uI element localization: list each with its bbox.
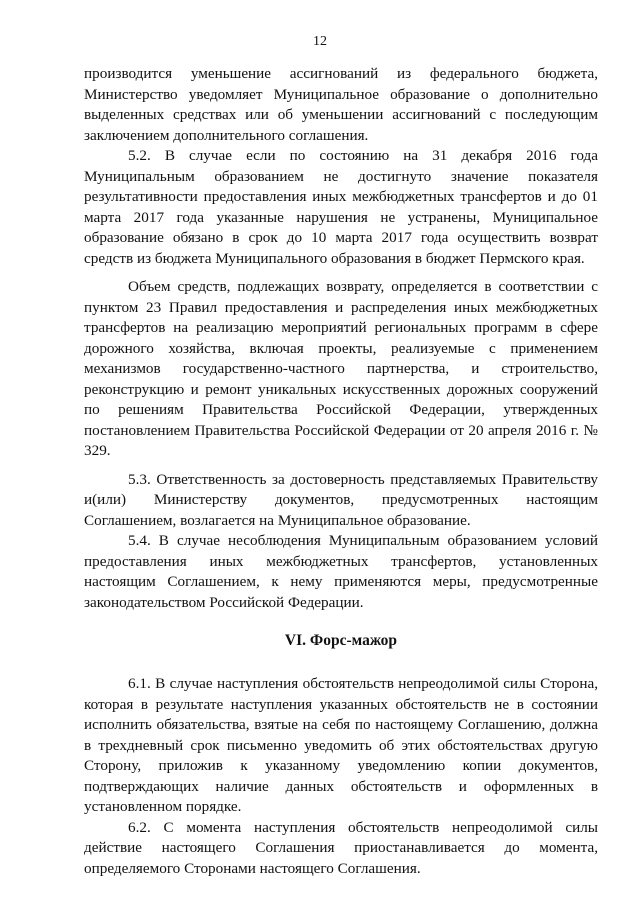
paragraph-5-2: 5.2. В случае если по состоянию на 31 декабря 2016 года Муниципальным образованием не достигнуто значение показателя результативности предоставления иных межбюджетных трансфертов и до 01 марта 2017 года указанные нарушения не устранены, Муниципальное образование обязано в срок до 10 марта 2017 года осуществить возврат средств из бюджета Муниципального образования в бюджет Пермского края. bbox=[84, 147, 598, 267]
paragraph-gap bbox=[84, 462, 598, 470]
document-body bbox=[84, 64, 598, 879]
paragraph-refund-volume: Объем средств, подлежащих возврату, определяется в соответствии с пунктом 23 Правил предоставления и распределения иных межбюджетных трансфертов на реализацию мероприятий региональных программ в сфере дорожного хозяйства, включая проекты, реализуемые с применением механизмов государственно-частного партнерства, и строительство, реконструкцию и ремонт уникальных искусственных дорожных сооружений по решениям Правительства Российской Федерации, утвержденных постановлением Правительства Российской Федерации от 20 апреля 2016 г. № 329. bbox=[84, 278, 598, 459]
section-title: VI. Форс-мажор bbox=[284, 632, 398, 649]
paragraph-continuation: производится уменьшение ассигнований из федерального бюджета, Министерство уведомляет Муниципальное образование о дополнительно выделенных средствах или об уменьшении ассигнований с последующим заключением дополнительного соглашения. bbox=[84, 65, 598, 144]
paragraph-5-4: 5.4. В случае несоблюдения Муниципальным образованием условий предоставления иных межбюджетных трансфертов, установленных настоящим Соглашением, к нему применяются меры, предусмотренные законодательством Российской Федерации. bbox=[84, 532, 598, 611]
paragraph-5-3: 5.3. Ответственность за достоверность представляемых Правительству и(или) Министерству документов, предусмотренных настоящим Соглашением, возлагается на Муниципальное образование. bbox=[84, 470, 598, 529]
paragraph-6-2: 6.2. С момента наступления обстоятельств непреодолимой силы действие настоящего Соглашения приостанавливается до момента, определяемого Сторонами настоящего Соглашения. bbox=[84, 818, 598, 877]
paragraph-gap bbox=[84, 269, 598, 277]
paragraph-6-1: 6.1. В случае наступления обстоятельств непреодолимой силы Сторона, которая в результате наступления указанных обстоятельств не в состоянии исполнить обязательства, взятые на себя по настоящему Соглашению, должна в трехдневный срок письменно уведомить об этих обстоятельствах другую Сторону, приложив к указанному уведомлению копии документов, подтверждающих наличие данных обстоятельств и оформленных в установленном порядке. bbox=[84, 675, 598, 815]
page-number: 12 bbox=[313, 34, 327, 49]
